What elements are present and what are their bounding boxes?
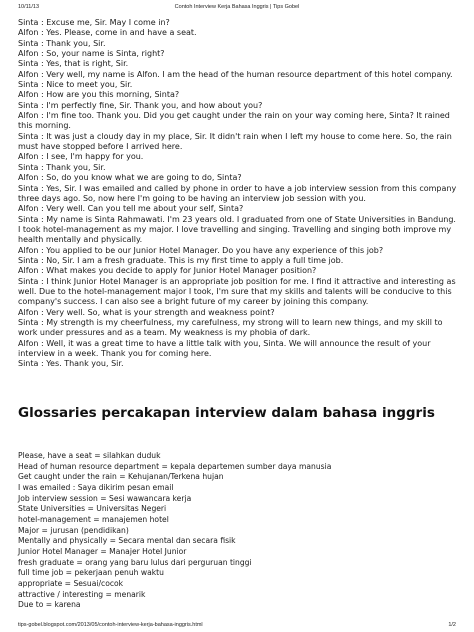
dialog-line: Alfon : How are you this morning, Sinta? [18, 90, 180, 100]
dialog-line: Sinta : Thank you, Sir. [18, 38, 106, 48]
glossary-item: Junior Hotel Manager = Manajer Hotel Junior [18, 546, 187, 556]
glossary-item: I was emailed : Saya dikirim pesan email [18, 482, 174, 492]
dialog-line: Alfon : What makes you decide to apply for Junior Hotel Manager position? [18, 266, 317, 276]
glossary-title: Glossaries percakapan interview dalam bahasa inggris [18, 405, 435, 421]
dialog-line: Alfon : So, your name is Sinta, right? [18, 49, 165, 59]
dialog-line: Alfon : So, do you know what we are going to do, Sinta? [18, 173, 242, 183]
dialog-line: Sinta : My name is Sinta Rahmawati. I'm 23 years old. I graduated from one of State Universities in Bandung. I took hotel-management as my major. I love travelling and singing. Travelling and singing both improve my health mentally and physically. [18, 214, 459, 245]
dialog-line: Alfon : I'm fine too. Thank you. Did you get caught under the rain on your way coming here, Sinta? It rained this morning. [18, 111, 453, 131]
dialog-line: Alfon : Very well. Can you tell me about your self, Sinta? [18, 204, 244, 214]
glossary-item: attractive / interesting = menarik [18, 589, 146, 599]
dialog-line: Sinta : No, Sir. I am a fresh graduate. This is my first time to apply a full time job. [18, 255, 344, 265]
glossary-item: Head of human resource department = kepala departemen sumber daya manusia [18, 461, 332, 471]
dialog-line: Sinta : Yes, that is right, Sir. [18, 59, 129, 69]
glossary-item: fresh graduate = orang yang baru lulus dari perguruan tinggi [18, 557, 252, 567]
dialog-line: Sinta : Nice to meet you, Sir. [18, 80, 133, 90]
dialog-line: Alfon : Very well, my name is Alfon. I am the head of the human resource department of this hotel company. [18, 69, 453, 79]
dialog-line: Alfon : I see, I'm happy for you. [18, 152, 144, 162]
page-number: 1/2 [448, 622, 456, 628]
print-date: 10/11/13 [18, 4, 40, 10]
glossary-item: Mentally and physically = Secara mental dan secara fisik [18, 536, 236, 546]
dialog-line: Sinta : My strength is my cheerfulness, my carefulness, my strong will to learn new things, and my skill to work under pressures and as a team. My weakness is my phobia of dark. [18, 317, 446, 338]
glossary-item: Due to = karena [18, 600, 81, 610]
dialog-line: Alfon : Yes. Please, come in and have a seat. [18, 28, 197, 38]
dialog-line: Sinta : Excuse me, Sir. May I come in? [18, 18, 170, 27]
footer-url: tips-gobel.blogspot.com/2013/05/contoh-interview-kerja-bahasa-inggris.html [18, 622, 203, 628]
dialog-line: Alfon : You applied to be our Junior Hotel Manager. Do you have any experience of this job? [18, 245, 384, 255]
dialog-line: Sinta : It was just a cloudy day in my place, Sir. It didn't rain when I left my house to come here. So, the rain must have stopped before I arrived here. [18, 131, 455, 152]
dialog-line: Sinta : Thank you, Sir. [18, 162, 106, 172]
page-title: Contoh Interview Kerja Bahasa Inggris | Tips Gobel [174, 4, 300, 10]
dialog-line: Sinta : I'm perfectly fine, Sir. Thank you, and how about you? [18, 100, 263, 110]
glossary-item: Major = jurusan (pendidikan) [18, 525, 129, 535]
glossary-item: appropriate = Sesuai/cocok [18, 578, 124, 588]
glossary-item: Job interview session = Sesi wawancara kerja [18, 493, 192, 503]
interview-dialog [18, 18, 458, 370]
glossary-list [18, 451, 458, 611]
glossary-item: hotel-management = manajemen hotel [18, 514, 169, 524]
dialog-line: Sinta : Yes, Sir. I was emailed and called by phone in order to have a job interview session from this company three days ago. So, now here I'm going to be having an interview job session with you. [18, 183, 459, 203]
dialog-line: Sinta : Yes. Thank you, Sir. [18, 359, 124, 369]
dialog-line: Sinta : I think Junior Hotel Manager is an appropriate job position for me. I find it attractive and interesting as well. Due to the hotel-management major I took, I'm sure that my skills and talents will be conducive to this company's success. I can also see a bright future of my career by joining this company. [18, 276, 459, 307]
glossary-item: full time job = pekerjaan penuh waktu [18, 568, 164, 578]
dialog-line: Alfon : Well, it was a great time to have a little talk with you, Sinta. We will announce the result of your interview in a week. Thank you for coming here. [18, 338, 434, 358]
glossary-item: Get caught under the rain = Kehujanan/Terkena hujan [18, 472, 224, 482]
glossary-item: State Universities = Universitas Negeri [18, 504, 167, 514]
glossary-item: Please, have a seat = silahkan duduk [18, 451, 161, 460]
dialog-line: Alfon : Very well. So, what is your strength and weakness point? [18, 307, 275, 317]
